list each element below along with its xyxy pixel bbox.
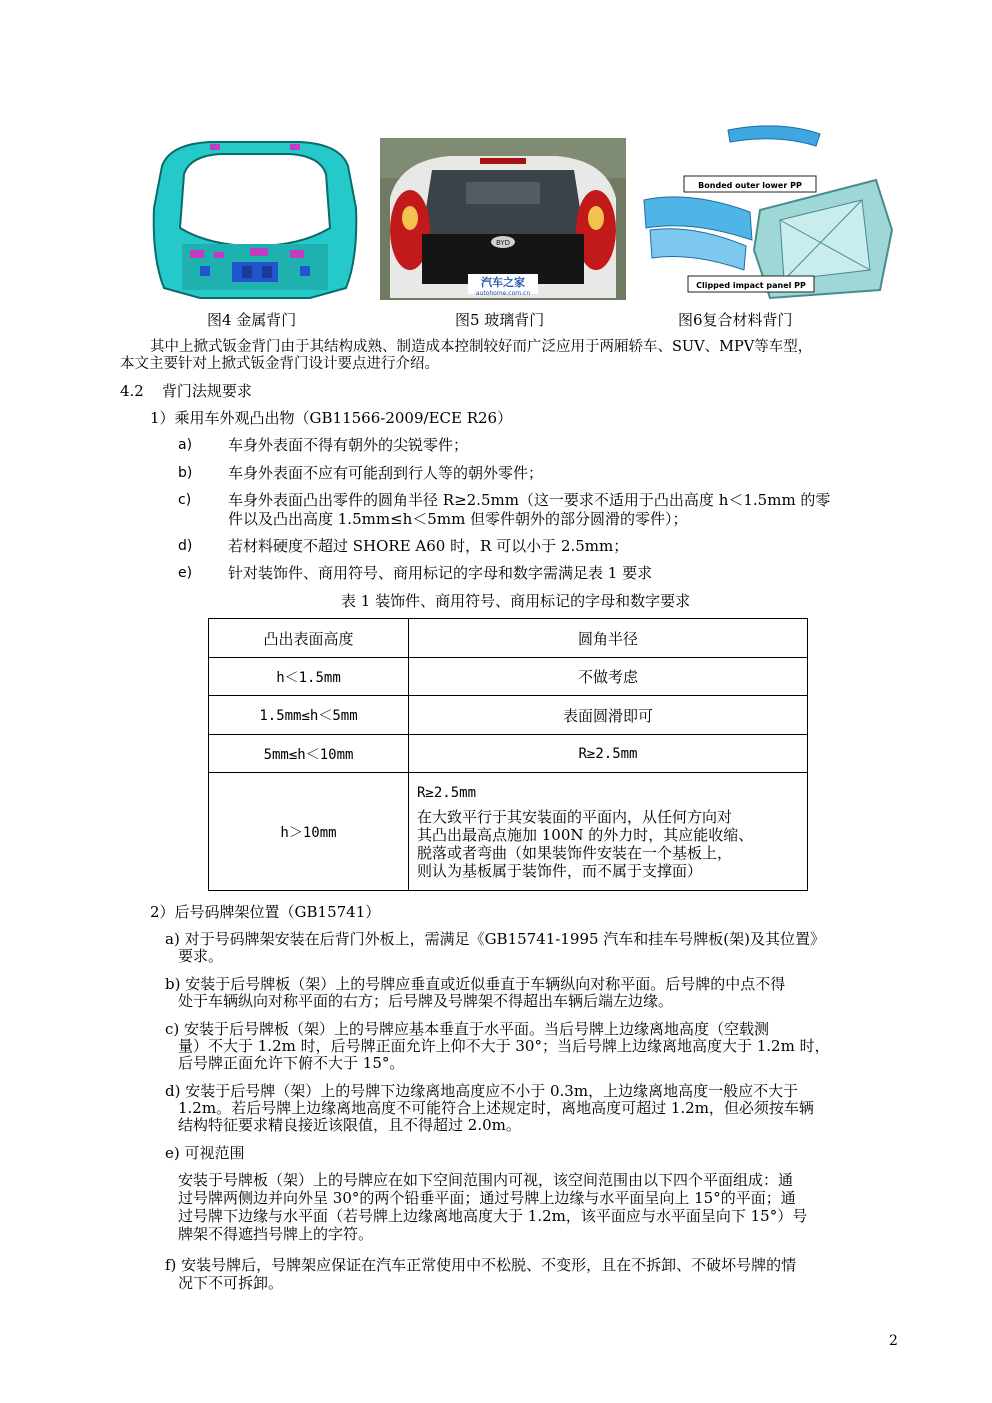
table1-note-radius: R≥2.5mm: [417, 784, 477, 801]
item2-e-line-3: 过号牌下边缘与水平面（若号牌上边缘离地高度大于 1.2m，该平面应与水平面呈向下 15°）号: [178, 1207, 808, 1225]
table1-cell-radius: 表面圆滑即可: [409, 696, 808, 735]
table1-note-line: 则认为基板属于装饰件，而不属于支撑面）: [417, 861, 703, 880]
table-row: [209, 658, 808, 696]
bonded-label: Bonded outer lower PP: [698, 181, 802, 190]
table1-cell-height: h＜1.5mm: [209, 658, 409, 696]
item1-title: 1）乘用车外观凸出物（GB11566-2009/ECE R26）: [150, 409, 513, 427]
table1-cell-radius: R≥2.5mm: [409, 735, 808, 773]
item2-a-line-2: 要求。: [178, 947, 224, 965]
table1-cell-height: 1.5mm≤h＜5mm: [209, 696, 409, 735]
table1-title: 表 1 装饰件、商用符号、商用标记的字母和数字要求: [341, 592, 691, 610]
item2-a-line-1: a) 对于号码牌架安装在后背门外板上，需满足《GB15741-1995 汽车和挂车号牌板(架)及其位置》: [165, 930, 826, 948]
table-row: [209, 773, 808, 891]
figure-caption-4: 图4 金属背门: [207, 311, 297, 329]
item2-b-line-1: b) 安装于后号牌板（架）上的号牌应垂直或近似垂直于车辆纵向对称平面。后号牌的中点不得: [165, 975, 786, 993]
item2-e-line-4: 牌架不得遮挡号牌上的字符。: [178, 1225, 374, 1243]
item1-d-text: 若材料硬度不超过 SHORE A60 时，R 可以小于 2.5mm；: [228, 537, 629, 555]
table1-cell-height: 5mm≤h＜10mm: [209, 735, 409, 773]
item2-c-line-2: 量）不大于 1.2m 时，后号牌正面允许上仰不大于 30°；当后号牌上边缘离地高度大于 1.2m 时，: [178, 1037, 830, 1055]
figure-glass-tailgate: [380, 138, 626, 300]
metal-tailgate-cad-image: [150, 138, 360, 300]
item2-e-line-2: 过号牌两侧边并向外呈 30°的两个铅垂平面；通过号牌上边缘与水平面呈向上 15°的平面；通: [178, 1189, 796, 1207]
item1-c-text-1: 车身外表面凸出零件的圆角半径 R≥2.5mm（这一要求不适用于凸出高度 h＜1.5mm 的零: [228, 491, 831, 509]
item2-f-line-1: f) 安装号牌后，号牌架应保证在汽车正常使用中不松脱、不变形，且在不拆卸、不破坏号牌的情: [165, 1256, 797, 1274]
item2-d-line-2: 1.2m。若后号牌上边缘离地高度不可能符合上述规定时，离地高度可超过 1.2m，但必须按车辆: [178, 1099, 814, 1117]
item2-f-line-2: 况下不可拆卸。: [178, 1274, 284, 1292]
watermark-url: autohome.com.cn: [475, 290, 531, 297]
item1-b-label: b): [178, 465, 193, 481]
table1-cell-height: h＞10mm: [209, 773, 409, 891]
item2-d-line-1: d) 安装于后号牌（架）上的号牌下边缘离地高度应不小于 0.3m，上边缘离地高度一般应不大于: [165, 1082, 799, 1100]
item2-e-line-1: 安装于号牌板（架）上的号牌应在如下空间范围内可视，该空间范围由以下四个平面组成：通: [178, 1171, 794, 1189]
item2-c-line-1: c) 安装于后号牌板（架）上的号牌应基本垂直于水平面。当后号牌上边缘离地高度（空载测: [165, 1020, 770, 1038]
section-heading: [120, 382, 252, 400]
table1-cell-radius: 不做考虑: [409, 658, 808, 696]
clipped-label: Clipped impact panel PP: [696, 281, 806, 290]
composite-tailgate-exploded-image: [640, 120, 900, 300]
intro-line-1: 其中上掀式钣金背门由于其结构成熟、制造成本控制较好而广泛应用于两厢轿车、SUV、MPV等车型，: [150, 339, 813, 355]
watermark-text: 汽车之家: [481, 276, 525, 289]
item2-title: 2）后号码牌架位置（GB15741）: [150, 903, 381, 921]
item1-a-label: a): [178, 437, 193, 453]
table1-header-radius: 圆角半径: [409, 619, 808, 658]
table-row: [209, 735, 808, 773]
item2-e-title: e) 可视范围: [165, 1144, 245, 1162]
figure-metal-tailgate: [150, 138, 360, 300]
item1-b-text: 车身外表面不应有可能刮到行人等的朝外零件；: [228, 464, 544, 482]
item1-e-label: e): [178, 565, 193, 581]
car-badge: BYD: [495, 239, 511, 247]
figure-caption-6: 图6复合材料背门: [678, 311, 793, 329]
item1-c-label: c): [178, 492, 192, 508]
page-number: 2: [889, 1333, 898, 1349]
item2-c-line-3: 后号牌正面允许下俯不大于 15°。: [178, 1054, 405, 1072]
table1-note-line: 在大致平行于其安装面的平面内，从任何方向对: [417, 807, 733, 826]
table1-note-line: 其凸出最高点施加 100N 的外力时，其应能收缩、: [417, 825, 754, 844]
item2-d-line-3: 结构特征要求精良接近该限值，且不得超过 2.0m。: [178, 1116, 521, 1134]
section-title: 背门法规要求: [161, 382, 252, 400]
figure-caption-5: 图5 玻璃背门: [455, 311, 545, 329]
intro-line-2: 本文主要针对上掀式钣金背门设计要点进行介绍。: [120, 356, 439, 372]
table1-header-row: [209, 619, 808, 658]
item1-d-label: d): [178, 538, 193, 554]
table-row: [209, 696, 808, 735]
item1-c-text-2: 件以及凸出高度 1.5mm≤h＜5mm 但零件朝外的部分圆滑的零件）；: [228, 510, 688, 528]
item1-a-text: 车身外表面不得有朝外的尖锐零件；: [228, 436, 469, 454]
figure-composite-tailgate: [640, 120, 900, 300]
section-number: 4.2: [120, 382, 144, 400]
item1-e-text: 针对装饰件、商用符号、商用标记的字母和数字需满足表 1 要求: [228, 564, 653, 582]
table1-cell-radius-note: [409, 773, 808, 891]
table1-header-height: 凸出表面高度: [209, 619, 409, 658]
table1-note-line: 脱落或者弯曲（如果装饰件安装在一个基板上，: [417, 843, 733, 862]
item2-b-line-2: 处于车辆纵向对称平面的右方；后号牌及号牌架不得超出车辆后端左边缘。: [178, 992, 674, 1010]
glass-tailgate-photo: [380, 138, 626, 300]
table1: [208, 618, 808, 891]
